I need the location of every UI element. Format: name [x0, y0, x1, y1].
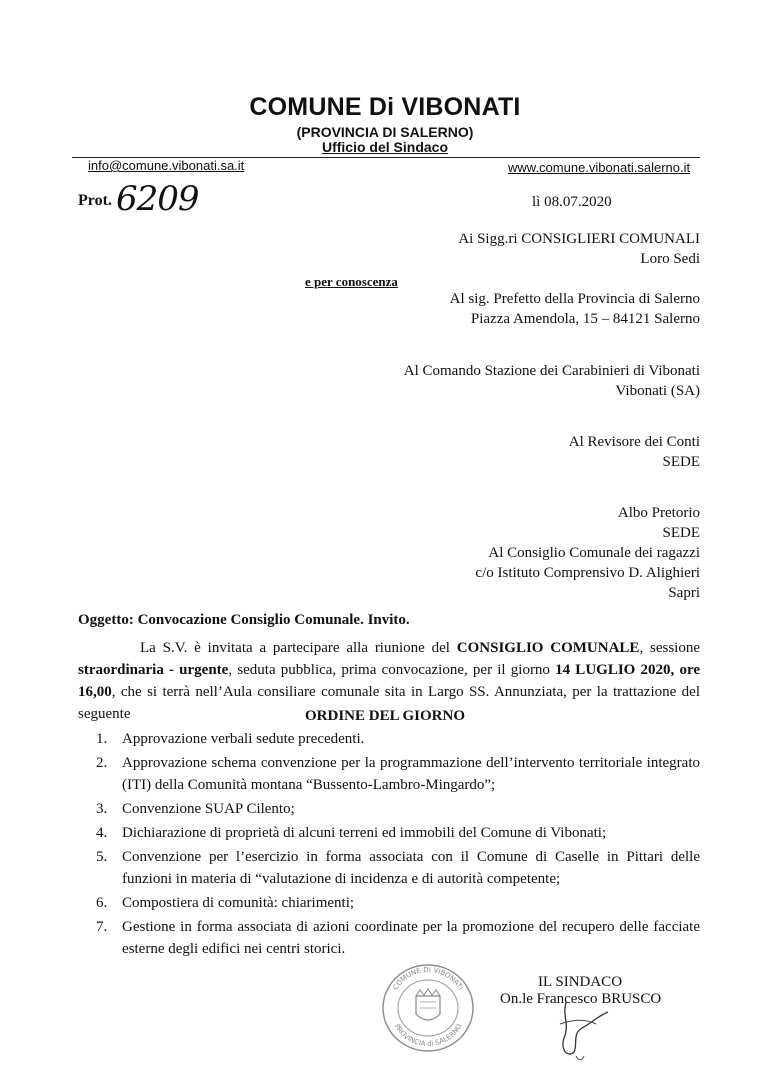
agenda-text: Gestione in forma associata di azioni coordinate per la promozione del recupero delle facciate esterne degli edifici nei centri storici. — [122, 919, 700, 957]
agenda-item — [78, 822, 700, 844]
recipient-line: Al Consiglio Comunale dei ragazzi — [488, 545, 700, 561]
municipality-title: COMUNE Di VIBONATI — [249, 93, 521, 121]
municipal-seal — [380, 962, 476, 1054]
recipient-albo — [475, 503, 700, 603]
subject-line — [78, 612, 410, 629]
body-text: , che si terrà nell’Aula consiliare comunale sita in Largo SS. Annunziata, per la trattazione del seguente — [78, 684, 700, 722]
recipient-line: c/o Istituto Comprensivo D. Alighieri — [475, 565, 700, 581]
agenda-item — [78, 728, 700, 750]
body-text: , seduta pubblica, prima convocazione, per il giorno — [228, 662, 556, 678]
agenda-item — [78, 752, 700, 796]
agenda-number: 7. — [96, 919, 108, 935]
header-divider — [72, 157, 700, 158]
recipient-line: SEDE — [662, 454, 700, 470]
handwritten-signature — [548, 994, 618, 1064]
recipient-line: Albo Pretorio — [617, 505, 700, 521]
for-knowledge-label: e per conoscenza — [305, 274, 398, 289]
province-subtitle: (PROVINCIA DI SALERNO) — [296, 124, 474, 140]
recipient-line: SEDE — [662, 525, 700, 541]
protocol-label: Prot. — [78, 192, 112, 209]
meeting-time: ore 16,00 — [78, 662, 700, 700]
recipient-prefetto — [450, 289, 700, 329]
subject-text: Convocazione Consiglio Comunale. Invito. — [137, 612, 410, 628]
agenda-text: Approvazione schema convenzione per la programmazione dell’intervento territoriale integrato (ITI) della Comunità montana “Bussento-Lambro-Mingardo”; — [122, 755, 700, 793]
agenda-number: 5. — [96, 849, 108, 865]
seal-text-top: COMUNE DI VIBONATI — [391, 965, 465, 992]
recipient-line: Sapri — [668, 585, 700, 601]
recipient-line: Al Revisore dei Conti — [568, 434, 700, 450]
body-text: , sessione — [639, 640, 700, 656]
recipient-line: Al Comando Stazione dei Carabinieri di Vibonati — [403, 363, 700, 379]
email-link[interactable]: info@comune.vibonati.sa.it — [88, 158, 245, 173]
agenda-text: Compostiera di comunità: chiarimenti; — [122, 895, 355, 911]
office-subtitle: Ufficio del Sindaco — [321, 139, 448, 155]
protocol-number: 6209 — [116, 179, 199, 219]
recipient-revisore — [569, 432, 700, 472]
body-text: La S.V. è invitata a partecipare alla riunione del — [140, 640, 457, 656]
website-link[interactable]: www.comune.vibonati.salerno.it — [508, 160, 691, 175]
subject-label: Oggetto: — [78, 612, 134, 628]
recipient-line: Loro Sedi — [640, 251, 700, 267]
agenda-number: 3. — [96, 801, 108, 817]
recipient-line: Vibonati (SA) — [615, 383, 700, 399]
agenda-text: Convenzione SUAP Cilento; — [122, 801, 295, 817]
recipient-carabinieri — [404, 361, 700, 401]
mayor-name: On.le Francesco BRUSCO — [500, 991, 662, 1007]
agenda-item — [78, 916, 700, 960]
mayor-title: IL SINDACO — [538, 974, 623, 990]
agenda-number: 2. — [96, 755, 108, 771]
agenda-number: 6. — [96, 895, 108, 911]
letter-date: lì 08.07.2020 — [532, 194, 612, 210]
agenda-number: 1. — [96, 731, 108, 747]
council-name: CONSIGLIO COMUNALE — [456, 640, 640, 656]
agenda-item — [78, 846, 700, 890]
agenda-text: Approvazione verbali sedute precedenti. — [122, 731, 365, 747]
agenda-text: Dichiarazione di proprietà di alcuni terreni ed immobili del Comune di Vibonati; — [122, 825, 607, 841]
seal-text-bottom: PROVINCIA di SALERNO — [392, 1022, 464, 1049]
agenda-text: Convenzione per l’esercizio in forma associata con il Comune di Caselle in Pittari delle funzioni in materia di “valutazione di incidenza e di autorità competente; — [122, 849, 700, 887]
recipient-councillors — [458, 229, 700, 269]
meeting-date: 14 LUGLIO 2020 — [555, 662, 671, 678]
session-type: straordinaria - urgente — [78, 662, 229, 678]
agenda-item — [78, 892, 700, 914]
agenda-item — [78, 798, 700, 820]
recipient-line: Ai Sigg.ri CONSIGLIERI COMUNALI — [458, 231, 700, 247]
agenda-number: 4. — [96, 825, 108, 841]
body-text: , — [670, 662, 680, 678]
agenda-title: ORDINE DEL GIORNO — [304, 708, 466, 724]
recipient-line: Piazza Amendola, 15 – 84121 Salerno — [470, 311, 700, 327]
recipient-line: Al sig. Prefetto della Provincia di Salerno — [449, 291, 700, 307]
agenda-list — [78, 728, 700, 962]
